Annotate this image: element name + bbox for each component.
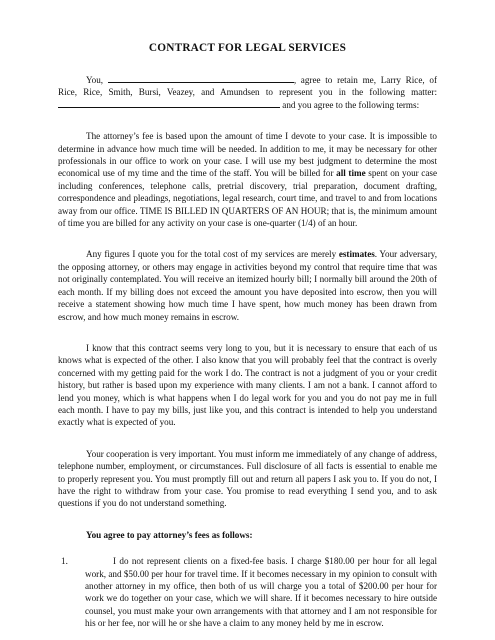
intro-you: You, [86, 75, 104, 85]
estimate-paragraph [58, 248, 437, 322]
fee-bold-all-time: all time [336, 168, 366, 179]
estimate-bold: estimates [338, 249, 375, 260]
cooperation-paragraph: Your cooperation is very important. You must inform me immediately of any change of address, telephone number, employment, or circumstances. Full disclosure of all facts is essential to enable me to properly represent you. You must promptly fill out and return all papers I ask you to. If you do not, I have the right to withdraw from your case. You promise to read everything I send you, and to ask questions if you do not understand something. [58, 448, 437, 509]
fee-text-1: The attorney’s fee is based upon the amount of time I devote to your case. It is impossible to determine in advance how much time will be needed. In addition to me, it may be necessary for other professionals in our office to work on your case. I will use my best judgment to determine the most economical use of my time and the time of the staff. You will be billed for [58, 131, 437, 179]
intro-paragraph [58, 74, 437, 111]
estimate-text-2: . Your adversary, the opposing attorney, or others may engage in activities beyond my control that require time that was not originally contemplated. You will receive an itemized hourly bill; I normally bill around the 20th of each month. If my billing does not exceed the amount you have deposited into escrow, then you will receive a statement showing how much time I have spent, how much money has been drawn from escrow, and how much money remains in escrow. [58, 249, 438, 322]
intro-retain-text: , agree to retain me, Larry Rice, of Rice, Rice, Smith, Bursi, Veazey, and Amundsen to represent you in the following matter: [58, 75, 438, 98]
estimate-text-1: Any figures I quote you for the total cost of my services are merely [86, 249, 337, 260]
fees-heading: You agree to pay attorney’s fees as follows: [86, 529, 253, 540]
list-item [58, 555, 437, 629]
fee-paragraph [58, 130, 437, 229]
document-title: CONTRACT FOR LEGAL SERVICES [148, 42, 347, 54]
fee-text-2: spent on your case including conferences, telephone calls, pretrial discovery, trial preparation, document drafting, correspondence and pleadings, negotiations, legal research, court time, and travel to and from locations away from our office. TIME IS BILLED IN QUARTERS OF AN HOUR; that is, the minimum amount of time you are billed for any activity on your case is one-quarter (1/4) of an hour. [58, 168, 438, 229]
contract-length-paragraph: I know that this contract seems very long to you, but it is necessary to ensure that each of us knows what is expected of the other. I also know that you will probably feel that the contract is overly concerned with my getting paid for the work I do. The contract is not a judgment of you or your credit history, but rather is based upon my experience with many clients. I am not a bank. I cannot afford to lend you money, which is what happens when I do legal work for you and you do not pay me in full each month. I have to pay my bills, just like you, and this contract is intended to help you understand exactly what is expected of you. [58, 342, 437, 428]
client-name-blank[interactable] [108, 74, 294, 83]
intro-terms-text: and you agree to the following terms: [282, 99, 420, 110]
list-item-text: I do not represent clients on a fixed-fee basis. I charge $180.00 per hour for all legal work, and $50.00 per hour for travel time. If it becomes necessary in my opinion to consult with another attorney in my office, then both of us will charge you a total of $200.00 per hour for work we do together on your case, which we will share. If it becomes necessary to hire outside counsel, you must make your own arrangements with that attorney and I am not responsible for his or her fee, nor will he or she have a claim to any money held by me in escrow. [85, 556, 437, 629]
list-item-number: 1. [61, 556, 68, 567]
matter-blank[interactable] [58, 99, 280, 108]
